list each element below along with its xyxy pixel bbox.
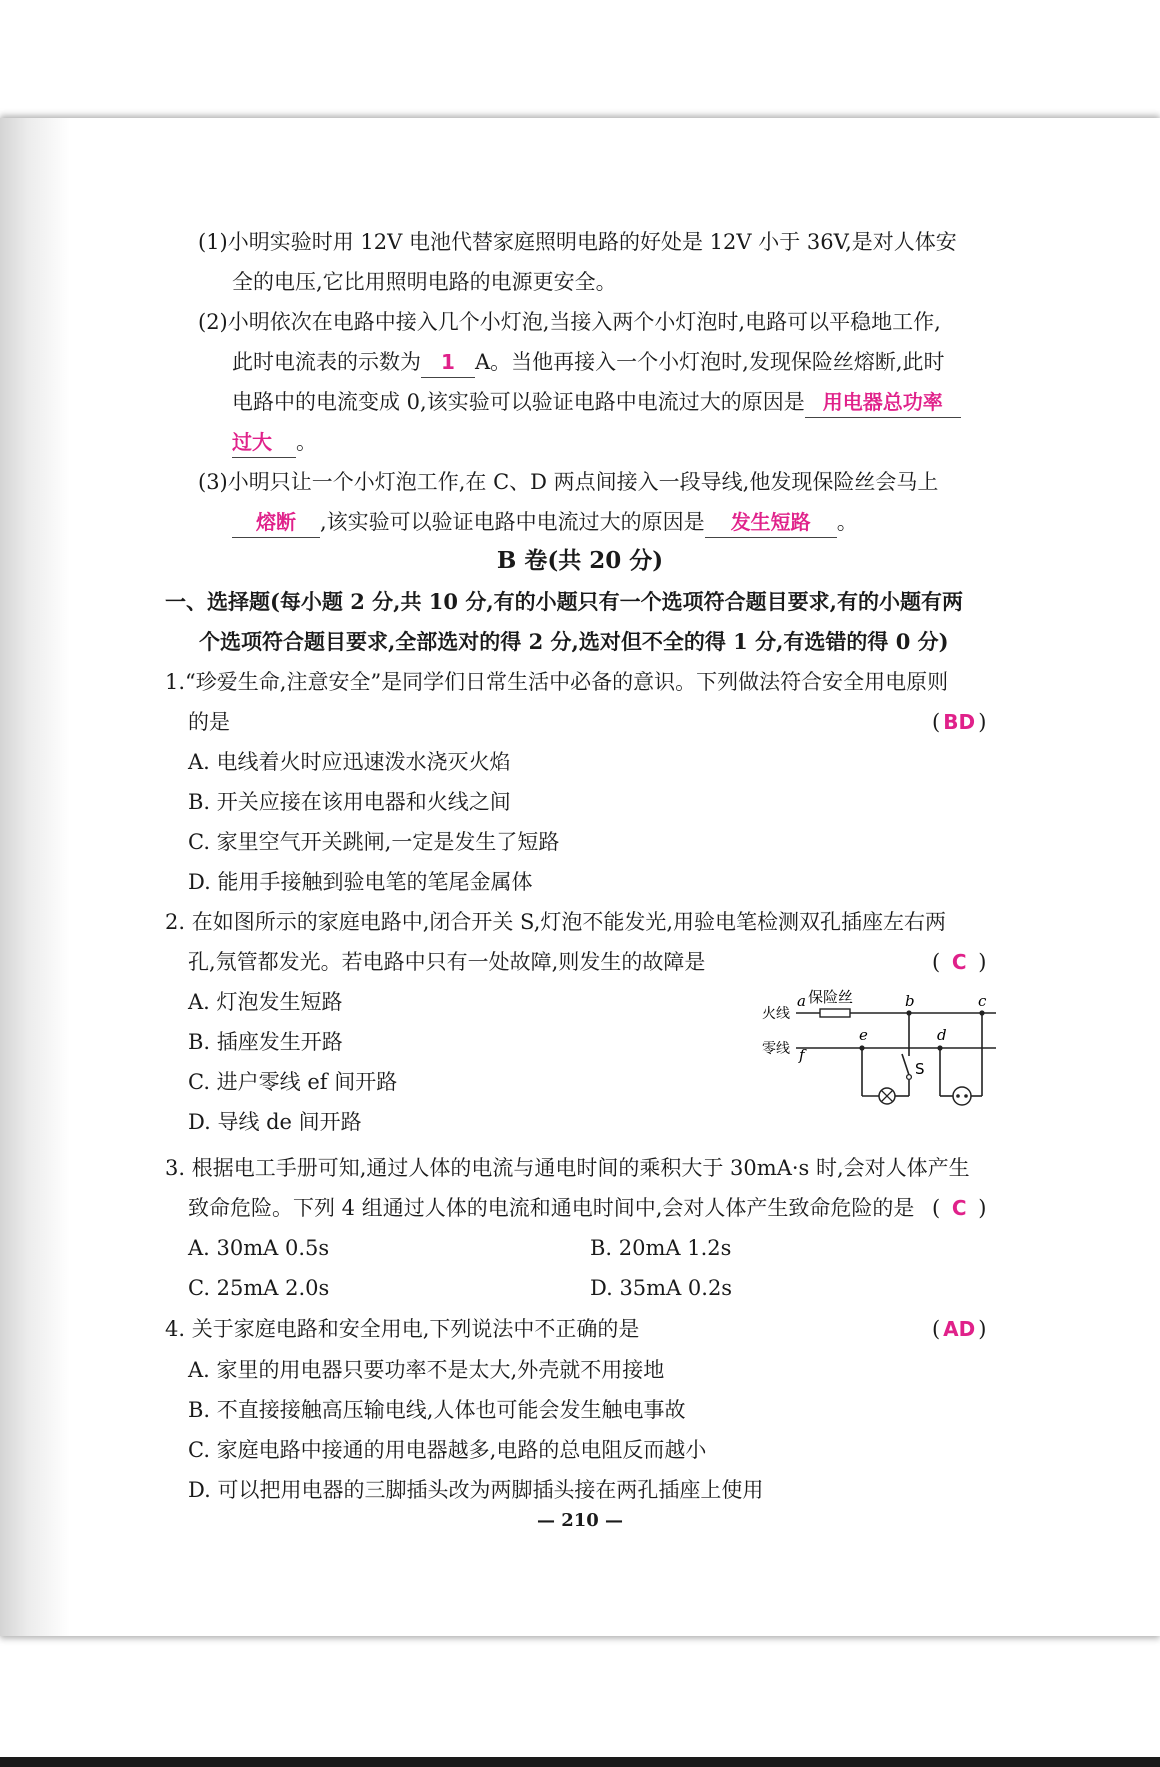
q1-answer-paren: ( BD ) [932, 702, 986, 742]
part-a-q3-line1: (3)小明只让一个小灯泡工作,在 C、D 两点间接入一段导线,他发现保险丝会马上 [198, 470, 939, 494]
q2-option-a: A. 灯泡发生短路 [188, 990, 343, 1014]
answer-blank-reason-a: 用电器总功率 [805, 387, 961, 418]
q4-answer-paren: ( AD ) [932, 1309, 986, 1349]
switch-label: S [915, 1060, 925, 1078]
q4-option-c: C. 家庭电路中接通的用电器越多,电路的总电阻反而越小 [188, 1438, 707, 1462]
point-d-label: d [937, 1026, 947, 1044]
point-f-label: f [799, 1046, 805, 1064]
socket-hole [956, 1094, 960, 1098]
fuse-symbol [820, 1009, 850, 1017]
part-b-title: B 卷(共 20 分) [496, 547, 664, 574]
part-a-q1-line1: (1)小明实验时用 12V 电池代替家庭照明电路的好处是 12V 小于 36V,是对人体安 [198, 230, 957, 254]
part-a-q3-line2 [232, 502, 858, 542]
section-instructions-line1: 一、选择题(每小题 2 分,共 10 分,有的小题只有一个选项符合题目要求,有的小题有两 [165, 589, 963, 614]
q3-stem-line2: 致命危险。下列 4 组通过人体的电流和通电时间中,会对人体产生致命危险的是 [188, 1196, 915, 1220]
answer-blank-fuse: 熔断 [232, 507, 320, 538]
point-b-label: b [905, 992, 915, 1010]
answer-blank-short: 发生短路 [705, 507, 837, 538]
part-a-q2-line4 [232, 422, 317, 462]
q2-stem-line2: 孔,氖管都发光。若电路中只有一处故障,则发生的故障是 [188, 950, 706, 974]
text-segment: 电路中的电流变成 0,该实验可以验证电路中电流过大的原因是 [232, 390, 805, 414]
q1-answer: BD [943, 710, 976, 734]
q2-stem-line1: 2. 在如图所示的家庭电路中,闭合开关 S,灯泡不能发光,用验电笔检测双孔插座左右两 [165, 910, 947, 934]
q1-option-a: A. 电线着火时应迅速泼水浇灭火焰 [188, 750, 511, 774]
q4-stem: 4. 关于家庭电路和安全用电,下列说法中不正确的是 [165, 1317, 640, 1341]
answer-blank-current: 1 [421, 347, 475, 378]
q4-option-d: D. 可以把用电器的三脚插头改为两脚插头接在两孔插座上使用 [188, 1478, 764, 1502]
q2-answer-paren: ( C ) [932, 942, 986, 982]
q3-stem-line1: 3. 根据电工手册可知,通过人体的电流与通电时间的乘积大于 30mA·s 时,会对人体产生 [165, 1156, 970, 1180]
q1-option-d: D. 能用手接触到验电笔的笔尾金属体 [188, 870, 533, 894]
socket-hole [964, 1094, 968, 1098]
neutral-wire-label: 零线 [762, 1041, 790, 1057]
q4-answer: AD [943, 1317, 976, 1341]
part-a-q2-line1: (2)小明依次在电路中接入几个小灯泡,当接入两个小灯泡时,电路可以平稳地工作, [198, 310, 941, 334]
point-e-label: e [859, 1026, 868, 1044]
q3-option-d: D. 35mA 0.2s [590, 1276, 733, 1300]
fuse-label: 保险丝 [808, 988, 854, 1006]
page-number: — 210 — [536, 1510, 624, 1531]
q3-option-a: A. 30mA 0.5s [188, 1236, 330, 1260]
q1-option-c: C. 家里空气开关跳闸,一定是发生了短路 [188, 830, 560, 854]
text-segment: 。 [836, 510, 858, 534]
text-segment: ,该实验可以验证电路中电流过大的原因是 [320, 510, 705, 534]
q3-option-b: B. 20mA 1.2s [590, 1236, 732, 1260]
live-wire-label: 火线 [762, 1006, 790, 1022]
q3-answer-paren: ( C ) [932, 1188, 986, 1228]
two-hole-socket-icon [953, 1087, 971, 1105]
q2-answer: C [951, 950, 967, 974]
q3-option-c: C. 25mA 2.0s [188, 1276, 330, 1300]
section-instructions-line2: 个选项符合题目要求,全部选对的得 2 分,选对但不全的得 1 分,有选错的得 0 分) [199, 629, 949, 654]
q2-option-c: C. 进户零线 ef 间开路 [188, 1070, 398, 1094]
q2-option-b: B. 插座发生开路 [188, 1030, 343, 1054]
q4-option-a: A. 家里的用电器只要功率不是太大,外壳就不用接地 [188, 1358, 665, 1382]
point-a-label: a [797, 992, 806, 1010]
q1-stem-line1: 1.“珍爱生命,注意安全”是同学们日常生活中必备的意识。下列做法符合安全用电原则 [165, 670, 949, 694]
part-a-q2-line3 [232, 382, 961, 422]
q3-answer: C [951, 1196, 967, 1220]
circuit-diagram [752, 982, 1002, 1112]
q1-option-b: B. 开关应接在该用电器和火线之间 [188, 790, 511, 814]
bottom-bar [0, 1757, 1160, 1767]
text-segment: 。 [296, 430, 317, 454]
q4-option-b: B. 不直接接触高压输电线,人体也可能会发生触电事故 [188, 1398, 686, 1422]
part-a-q2-line2 [232, 342, 945, 382]
switch-blade [902, 1054, 909, 1075]
switch-contact [907, 1075, 912, 1080]
text-segment: 此时电流表的示数为 [232, 350, 421, 374]
page-edge-shadow [0, 118, 70, 1636]
q2-option-d: D. 导线 de 间开路 [188, 1110, 362, 1134]
q1-stem-line2: 的是 [188, 710, 230, 734]
point-c-label: c [978, 992, 987, 1010]
part-a-q1-line2: 全的电压,它比用照明电路的电源更安全。 [232, 270, 617, 294]
answer-blank-reason-b: 过大 [232, 427, 296, 458]
text-segment: A。当他再接入一个小灯泡时,发现保险丝熔断,此时 [475, 350, 945, 374]
